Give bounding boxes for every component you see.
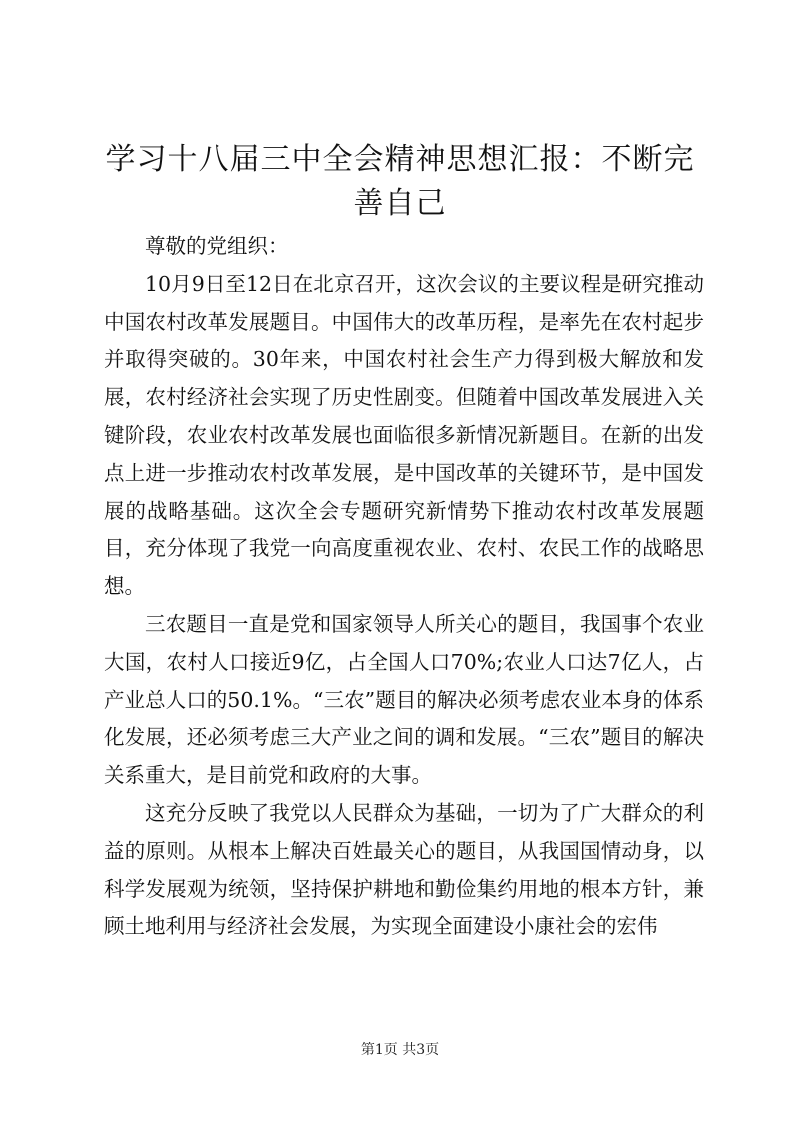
paragraph-1: 10月9日至12日在北京召开，这次会议的主要议程是研究推动中国农村改革发展题目。中国伟大的改革历程，是率先在农村起步并取得突破的。30年来，中国农村社会生产力得到极大解放和发展，农村经济社会实现了历史性剧变。但随着中国改革发展进入关键阶段，农业农村改革发展也面临很多新情况新题目。在新的出发点上进一步推动农村改革发展，是中国改革的关键环节，是中国发展的战略基础。这次全会专题研究新情势下推动农村改革发展题目，充分体现了我党一向高度重视农业、农村、农民工作的战略思想。 [104, 271, 704, 599]
paragraph-2: 三农题目一直是党和国家领导人所关心的题目，我国事个农业大国，农村人口接近9亿，占全国人口70%;农业人口达7亿人，占产业总人口的50.1%。“三农”题目的解决必须考虑农业本身的体系化发展，还必须考虑三大产业之间的调和发展。“三农”题目的解决关系重大，是目前党和政府的大事。 [104, 611, 704, 788]
document-body [104, 228, 704, 946]
document-title: 学习十八届三中全会精神思想汇报：不断完善自己 [105, 142, 695, 221]
page-footer: 第1页 共3页 [360, 1042, 440, 1058]
salutation: 尊敬的党组织： [145, 234, 289, 258]
paragraph-3: 这充分反映了我党以人民群众为基础，一切为了广大群众的利益的原则。从根本上解决百姓最关心的题目，从我国国情动身，以科学发展观为统领，坚持保护耕地和勤俭集约用地的根本方针，兼顾土地利用与经济社会发展，为实现全面建设小康社会的宏伟 [104, 800, 704, 939]
